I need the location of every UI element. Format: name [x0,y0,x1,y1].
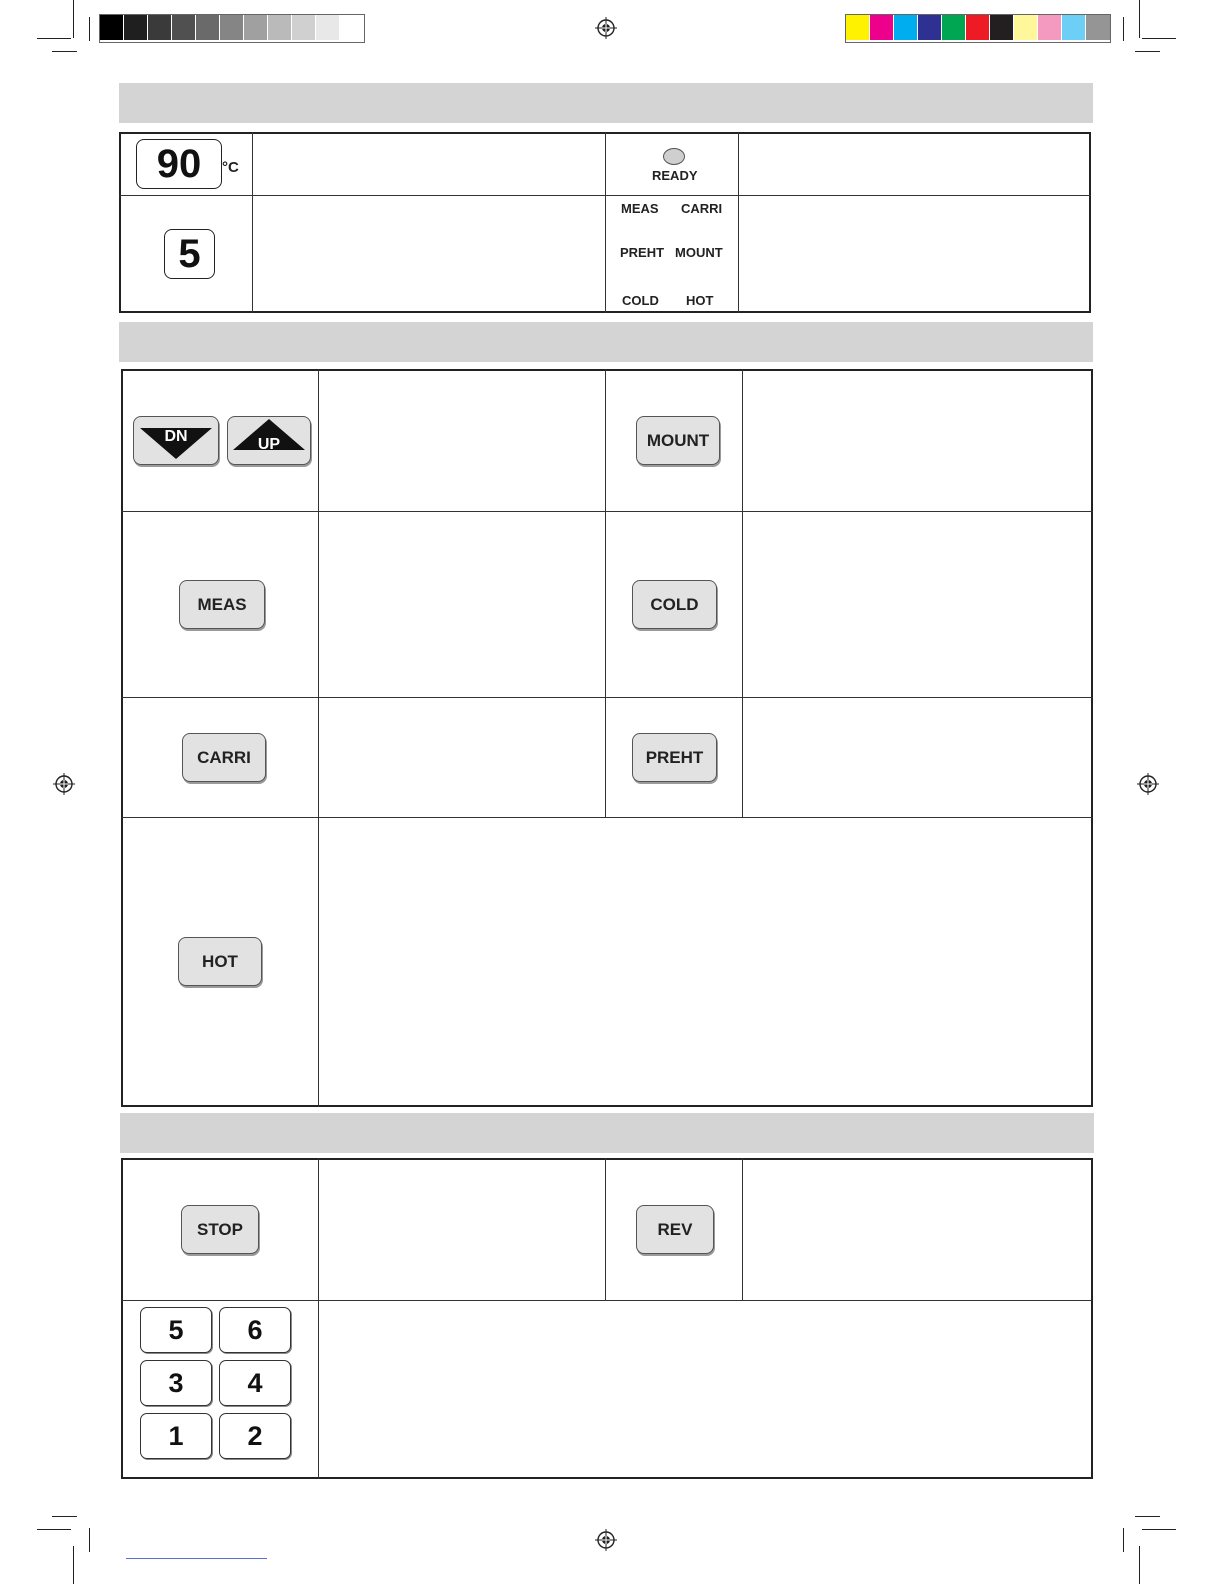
color-swatch [1014,15,1038,40]
color-swatch [1062,15,1086,40]
ready-led-icon [663,148,685,165]
carri-button[interactable]: CARRI [182,733,266,782]
gray-swatch [148,15,172,40]
step-display: 5 [164,229,215,279]
speed-key-1[interactable]: 1 [140,1413,212,1459]
color-swatch [966,15,990,40]
color-swatch [918,15,942,40]
registration-mark-icon [1137,773,1159,795]
speed-key-5[interactable]: 5 [140,1307,212,1353]
rev-button[interactable]: REV [636,1205,714,1254]
stop-button[interactable]: STOP [181,1205,259,1254]
color-swatch [894,15,918,40]
temperature-display: 90 [136,139,222,189]
gray-swatch [100,15,124,40]
down-button-label: DN [164,427,188,445]
grayscale-strip [99,14,365,43]
cold-button[interactable]: COLD [632,580,717,629]
color-swatch [990,15,1014,40]
registration-mark-icon [595,1529,617,1551]
down-button[interactable] [133,416,219,465]
mode-label-carri: CARRI [681,201,723,216]
temperature-unit: °C [222,159,239,176]
color-swatch [1086,15,1110,40]
hot-button[interactable]: HOT [178,937,262,986]
mode-label-meas: MEAS [621,201,659,216]
function-table [121,369,1093,1107]
color-swatch [870,15,894,40]
mode-label-cold: COLD [622,293,659,308]
speed-key-6[interactable]: 6 [219,1307,291,1353]
speed-key-4[interactable]: 4 [219,1360,291,1406]
gray-swatch [172,15,196,40]
mode-label-preht: PREHT [620,245,665,260]
gray-swatch [340,15,364,40]
ready-label: READY [652,168,698,183]
mount-button[interactable]: MOUNT [636,416,720,465]
gray-swatch [292,15,316,40]
color-strip [845,14,1111,43]
section-header-functions [119,322,1093,362]
gray-swatch [268,15,292,40]
section-header-controls [120,1113,1094,1153]
color-swatch [1038,15,1062,40]
meas-button[interactable]: MEAS [179,580,265,629]
mode-label-mount: MOUNT [675,245,723,260]
up-button[interactable] [227,416,311,465]
section-header-display [119,83,1093,123]
gray-swatch [220,15,244,40]
up-button-label: UP [257,435,281,453]
mode-label-hot: HOT [686,293,714,308]
gray-swatch [196,15,220,40]
registration-mark-icon [595,17,617,39]
color-swatch [942,15,966,40]
gray-swatch [244,15,268,40]
gray-swatch [124,15,148,40]
speed-key-2[interactable]: 2 [219,1413,291,1459]
speed-key-3[interactable]: 3 [140,1360,212,1406]
color-swatch [846,15,870,40]
preht-button[interactable]: PREHT [632,733,717,782]
gray-swatch [316,15,340,40]
registration-mark-icon [53,773,75,795]
